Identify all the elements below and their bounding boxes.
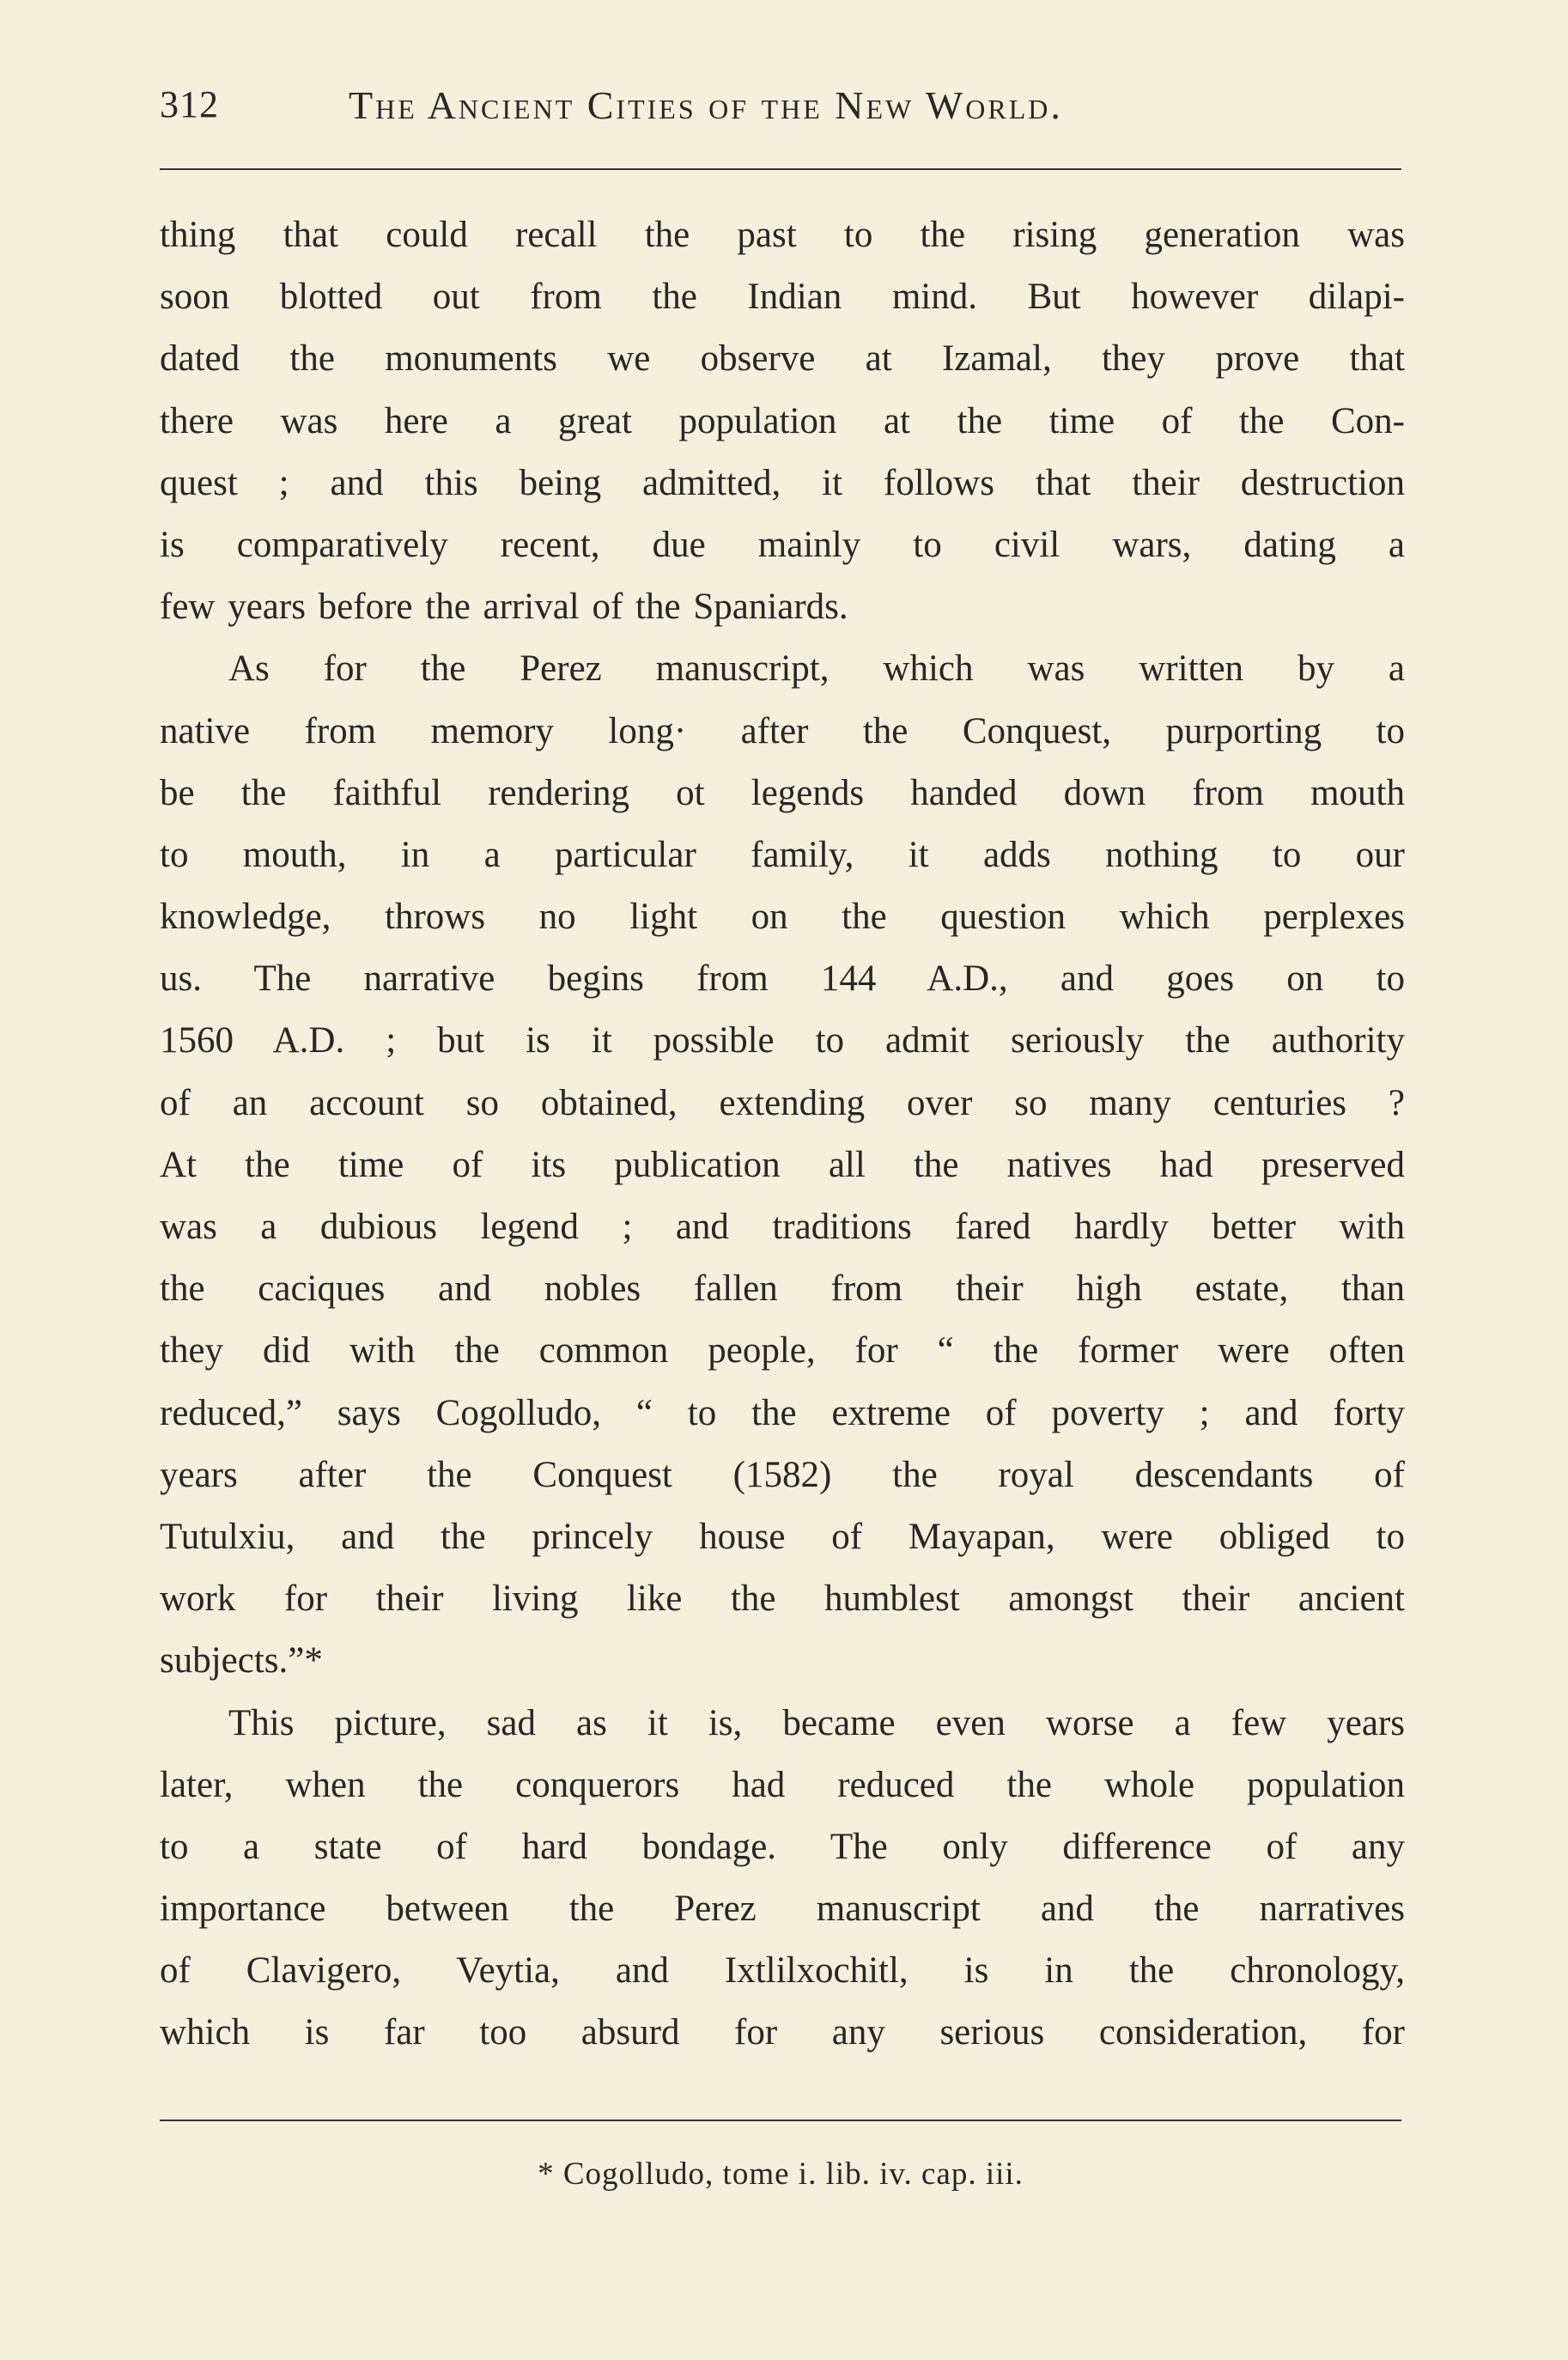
text-line: As for the Perez manuscript, which was written by a [228, 648, 1405, 690]
text-line: of Clavigero, Veytia, and Ixtlilxochitl, is in the chronology, [160, 1950, 1405, 1992]
text-line: 1560 A.D. ; but is it possible to admit seriously the authority [160, 1020, 1405, 1061]
running-title: The Ancient Cities of the New World. [349, 83, 1063, 127]
text-line: which is far too absurd for any serious consideration, for [160, 2012, 1405, 2053]
text-line: years after the Conquest (1582) the royal descendants of [160, 1454, 1405, 1495]
text-line: At the time of its publication all the natives had preserved [160, 1144, 1405, 1185]
page-number: 312 [160, 83, 219, 125]
text-line: reduced,” says Cogolludo, “ to the extreme of poverty ; and forty [160, 1392, 1405, 1433]
header-rule [160, 168, 1401, 170]
text-line: soon blotted out from the Indian mind. But however dilapi- [160, 277, 1405, 318]
footnote: * Cogolludo, tome i. lib. iv. cap. iii. [538, 2156, 1024, 2192]
text-line: they did with the common people, for “ the former were often [160, 1330, 1405, 1372]
text-line: native from memory long· after the Conquest, purporting to [160, 710, 1405, 751]
text-line: of an account so obtained, extending over so many centuries ? [160, 1082, 1405, 1123]
text-line: importance between the Perez manuscript and the narratives [160, 1889, 1405, 1930]
text-line: Tutulxiu, and the princely house of Mayapan, were obliged to [160, 1516, 1405, 1557]
text-line: dated the monuments we observe at Izamal, they prove that [160, 338, 1405, 380]
text-line: subjects.”* [160, 1640, 323, 1682]
text-line: to a state of hard bondage. The only difference of any [160, 1826, 1405, 1867]
body-text [160, 204, 1405, 2065]
text-line: later, when the conquerors had reduced the whole population [160, 1764, 1405, 1805]
text-line: was a dubious legend ; and traditions fared hardly better with [160, 1207, 1405, 1247]
text-line: to mouth, in a particular family, it adds nothing to our [160, 834, 1405, 875]
page-header [160, 82, 1413, 143]
text-line: knowledge, throws no light on the question which perplexes [160, 897, 1405, 938]
text-line: there was here a great population at the time of the Con- [160, 400, 1405, 441]
text-line: us. The narrative begins from 144 A.D., and goes on to [160, 958, 1405, 1000]
text-line: few years before the arrival of the Spaniards. [160, 587, 848, 628]
footnote-rule [160, 2120, 1401, 2121]
text-line: quest ; and this being admitted, it follows that their destruction [160, 462, 1405, 503]
text-line: This picture, sad as it is, became even worse a few years [228, 1702, 1405, 1743]
text-line: be the faithful rendering ot legends handed down from mouth [160, 772, 1405, 813]
text-line: is comparatively recent, due mainly to civil wars, dating a [160, 524, 1405, 565]
text-line: thing that could recall the past to the rising generation was [160, 215, 1405, 255]
text-line: work for their living like the humblest amongst their ancient [160, 1578, 1405, 1620]
text-line: the caciques and nobles fallen from their high estate, than [160, 1268, 1405, 1310]
